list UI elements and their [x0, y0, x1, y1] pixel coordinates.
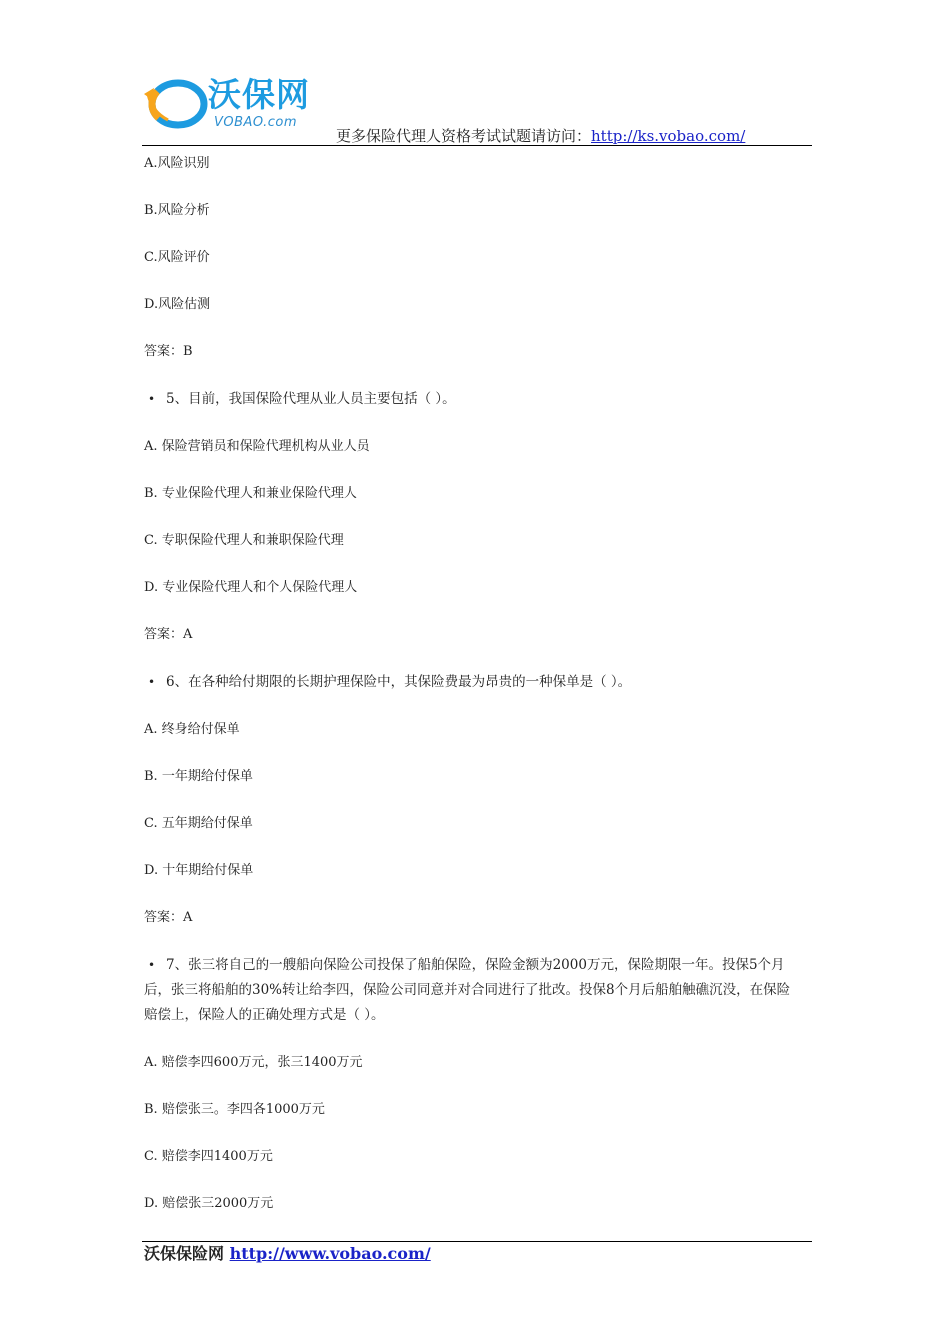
q5-option-c: C. 专职保险代理人和兼职保险代理 — [144, 533, 344, 548]
q4-option-c: C.风险评价 — [144, 250, 210, 265]
header-notice — [336, 126, 745, 146]
q7-question — [144, 953, 812, 1028]
q5-text: 5、目前，我国保险代理从业人员主要包括（ ）。 — [166, 391, 456, 407]
q7-option-c: C. 赔偿李四1400万元 — [144, 1149, 273, 1164]
q5-option-a: A. 保险营销员和保险代理机构从业人员 — [144, 439, 370, 454]
q4-answer: 答案：B — [144, 344, 193, 359]
q6-text: 6、在各种给付期限的长期护理保险中，其保险费最为昂贵的一种保单是（ ）。 — [166, 674, 632, 690]
q7-text-line1: 7、张三将自己的一艘船向保险公司投保了船舶保险，保险金额为2000万元，保险期限一年。投保5个月 — [166, 957, 785, 973]
q4-option-b: B.风险分析 — [144, 203, 210, 218]
q6-question — [144, 670, 812, 695]
q6-option-c: C. 五年期给付保单 — [144, 816, 253, 831]
vobao-swoosh-icon — [140, 72, 210, 136]
q7-line1 — [144, 953, 812, 978]
q7-option-b: B. 赔偿张三。李四各1000万元 — [144, 1102, 325, 1117]
q5-question — [144, 387, 812, 412]
q7-bullet: • — [148, 958, 156, 972]
header-notice-text: 更多保险代理人资格考试试题请访问： — [336, 127, 592, 145]
q4-option-a: A.风险识别 — [144, 156, 210, 171]
footer-site-link[interactable]: http://www.vobao.com/ — [229, 1244, 431, 1263]
q7-option-d: D. 赔偿张三2000万元 — [144, 1196, 274, 1211]
header-exam-link[interactable]: http://ks.vobao.com/ — [591, 127, 746, 145]
q7-text-line3: 赔偿上，保险人的正确处理方式是（ ）。 — [144, 1007, 385, 1023]
q7-text-line2: 后，张三将船舶的30%转让给李四，保险公司同意并对合同进行了批改。投保8个月后船舶触礁沉没，在保险 — [144, 982, 791, 998]
q5-option-b: B. 专业保险代理人和兼业保险代理人 — [144, 486, 357, 501]
q6-answer: 答案：A — [144, 910, 193, 925]
q7-option-a: A. 赔偿李四600万元，张三1400万元 — [144, 1055, 363, 1070]
q5-bullet: • — [148, 392, 156, 406]
footer-divider — [142, 1241, 812, 1242]
logo-chinese-name: 沃保网 — [208, 75, 310, 114]
question-list — [144, 152, 812, 1239]
footer-brand: 沃保保险网 — [144, 1244, 225, 1263]
page-footer — [144, 1243, 431, 1265]
q5-answer: 答案：A — [144, 627, 193, 642]
q4-option-d: D.风险估测 — [144, 297, 211, 312]
q6-option-b: B. 一年期给付保单 — [144, 769, 253, 784]
q6-bullet: • — [148, 675, 156, 689]
vobao-logo[interactable] — [140, 72, 340, 136]
q6-option-a: A. 终身给付保单 — [144, 722, 240, 737]
q5-option-d: D. 专业保险代理人和个人保险代理人 — [144, 580, 358, 595]
q6-option-d: D. 十年期给付保单 — [144, 863, 254, 878]
logo-english-name: VOBAO.com — [214, 115, 298, 130]
header-divider — [142, 145, 812, 146]
